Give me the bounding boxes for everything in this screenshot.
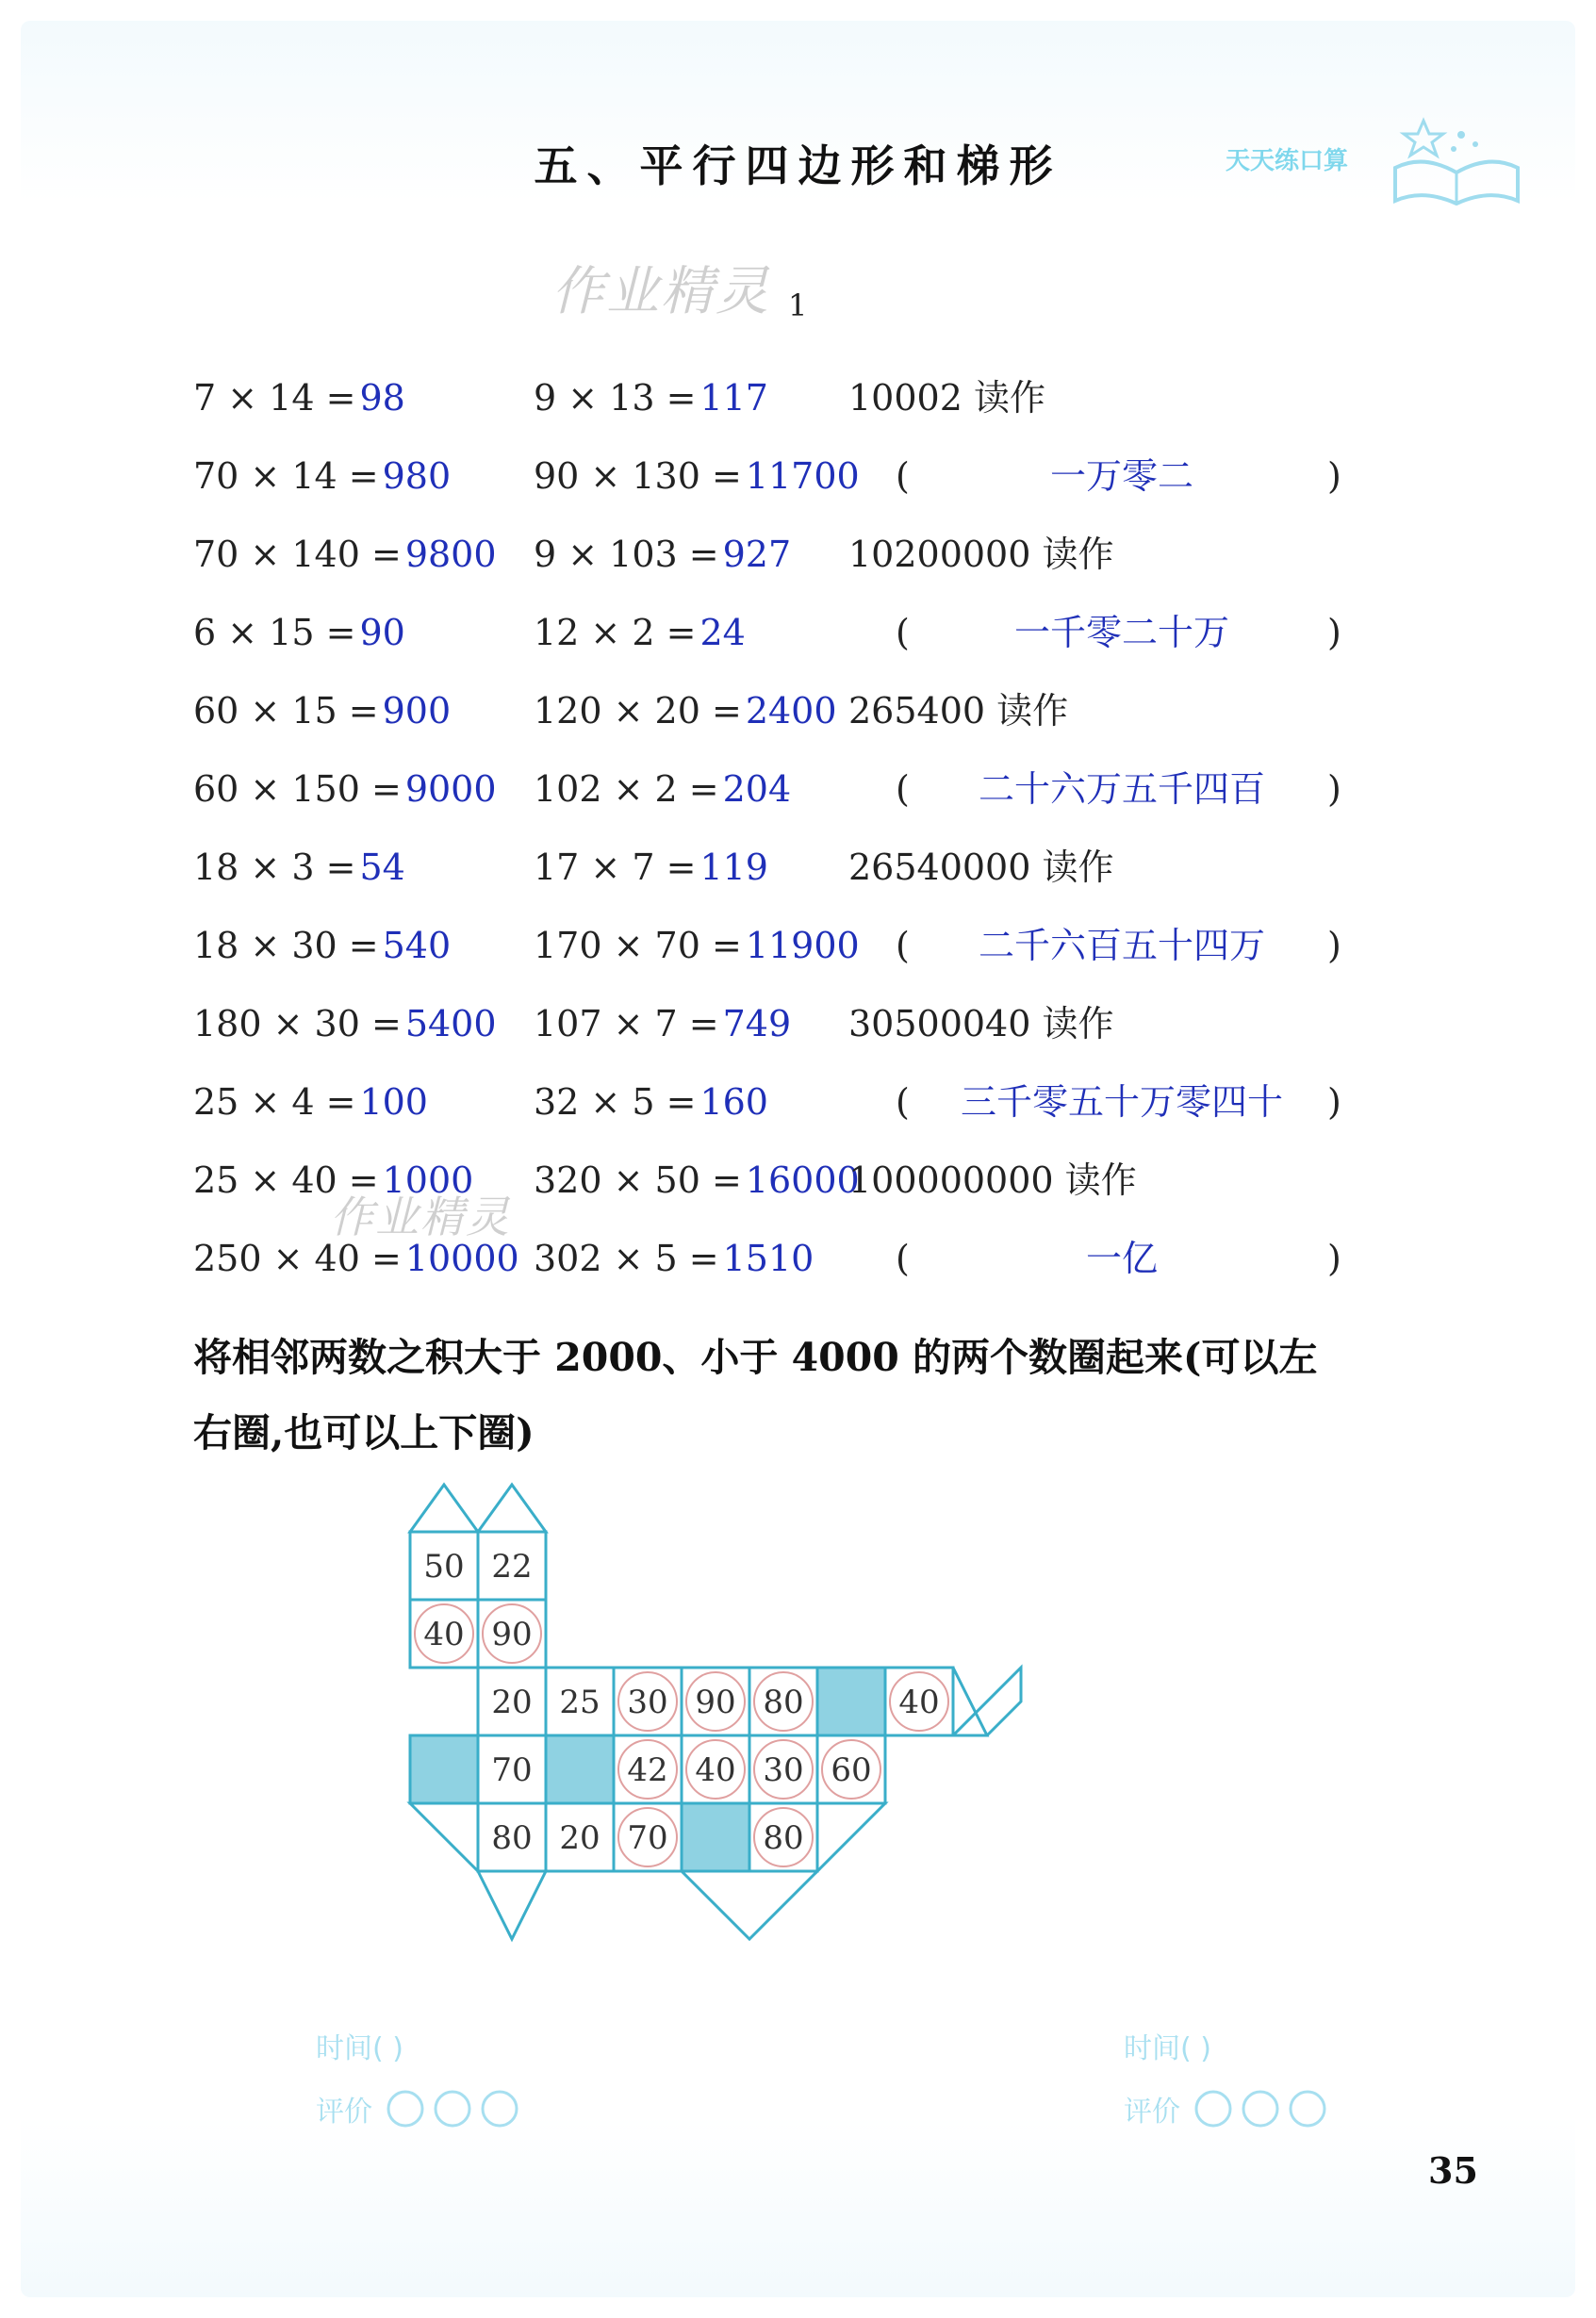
body-number: 25 (559, 1684, 601, 1721)
expr-col2: 90 × 130 = (534, 455, 742, 497)
answer-col2: 117 (699, 377, 768, 419)
reading-answer: 一亿 (1085, 1238, 1158, 1279)
footer-time-right: 时间( ) (1124, 2032, 1211, 2065)
reading-number: 10002 读作 (848, 377, 1045, 419)
fin-left (478, 1871, 546, 1939)
body-cell (410, 1735, 478, 1803)
body-number: 30 (627, 1684, 668, 1721)
expr-col1: 18 × 3 = (193, 847, 356, 888)
paren-open: ( (896, 455, 910, 497)
paren-close: ) (1327, 1081, 1341, 1123)
head-number: 22 (491, 1548, 533, 1586)
reading-number: 26540000 读作 (848, 847, 1114, 888)
reading-number: 30500040 读作 (848, 1003, 1114, 1044)
expr-col2: 17 × 7 = (534, 847, 697, 888)
exercise-row (0, 917, 1596, 974)
footer-time-left: 时间( ) (316, 2032, 403, 2065)
answer-col1: 9000 (404, 768, 497, 810)
instruction-line-2: 右圈,也可以上下圈) (193, 1410, 535, 1455)
head-number: 40 (423, 1616, 465, 1653)
expr-col1: 7 × 14 = (193, 377, 356, 419)
body-number: 60 (831, 1751, 872, 1789)
answer-col1: 100 (359, 1081, 428, 1123)
answer-col1: 90 (359, 612, 405, 653)
exercise-row (0, 1230, 1596, 1287)
body-number: 80 (491, 1819, 533, 1857)
exercise-row (0, 526, 1596, 583)
body-number: 80 (763, 1684, 804, 1721)
body-number: 20 (491, 1684, 533, 1721)
paren-open: ( (896, 1238, 910, 1279)
expr-col1: 60 × 15 = (193, 690, 379, 732)
answer-col1: 540 (382, 925, 452, 966)
paren-close: ) (1327, 1238, 1341, 1279)
footer-eval-right: 评价 (1124, 2096, 1180, 2129)
reading-answer: 三千零五十万零四十 (960, 1081, 1283, 1123)
reading-number: 265400 读作 (848, 690, 1069, 732)
answer-col1: 9800 (404, 534, 497, 575)
answer-col1: 54 (359, 847, 405, 888)
expr-col2: 12 × 2 = (534, 612, 697, 653)
reading-answer: 一万零二 (1049, 455, 1193, 497)
body-number: 70 (491, 1751, 533, 1789)
roof-right (478, 1485, 546, 1532)
instruction-line-1: 将相邻两数之积大于 2000、小于 4000 的两个数圈起来(可以左 (193, 1335, 1318, 1380)
tail-fin (953, 1668, 1021, 1735)
belly-left (410, 1803, 478, 1871)
expr-col1: 60 × 150 = (193, 768, 402, 810)
body-cell (817, 1668, 885, 1735)
expr-col2: 120 × 20 = (534, 690, 742, 732)
exercise-row (0, 839, 1596, 896)
expr-col1: 180 × 30 = (193, 1003, 402, 1044)
roof-left (410, 1485, 478, 1532)
expr-col2: 9 × 103 = (534, 534, 719, 575)
exercise-row (0, 448, 1596, 504)
body-number: 80 (763, 1819, 804, 1857)
expr-col1: 70 × 140 = (193, 534, 402, 575)
stray-mark: 1 (788, 288, 808, 323)
answer-col2: 24 (699, 612, 746, 653)
answer-col2: 927 (722, 534, 792, 575)
answer-col1: 980 (382, 455, 452, 497)
reading-answer: 一千零二十万 (1013, 612, 1229, 653)
reading-answer: 二十六万五千四百 (978, 768, 1265, 810)
body-number: 42 (627, 1751, 668, 1789)
answer-col1: 900 (382, 690, 452, 732)
paren-close: ) (1327, 768, 1341, 810)
exercise-row (0, 1152, 1596, 1208)
expr-col2: 9 × 13 = (534, 377, 697, 419)
body-number: 20 (559, 1819, 601, 1857)
answer-col1: 5400 (404, 1003, 497, 1044)
answer-col2: 119 (699, 847, 768, 888)
body-number: 70 (627, 1819, 668, 1857)
body-cell (682, 1803, 749, 1871)
expr-col1: 6 × 15 = (193, 612, 356, 653)
paren-close: ) (1327, 455, 1341, 497)
face-icons-left (382, 2085, 533, 2132)
expr-col2: 32 × 5 = (534, 1081, 697, 1123)
body-number: 40 (695, 1751, 736, 1789)
answer-col2: 11700 (745, 455, 860, 497)
whale-number-grid (405, 1475, 1169, 1965)
brand-label: 天天练口算 (1226, 147, 1349, 175)
exercise-row (0, 761, 1596, 817)
footer-eval-left: 评价 (316, 2096, 372, 2129)
exercise-row (0, 604, 1596, 661)
expr-col2: 102 × 2 = (534, 768, 719, 810)
answer-col2: 749 (722, 1003, 792, 1044)
answer-col2: 1510 (722, 1238, 814, 1279)
answer-col2: 16000 (745, 1159, 860, 1201)
paren-close: ) (1327, 925, 1341, 966)
expr-col1: 250 × 40 = (193, 1238, 402, 1279)
expr-col2: 107 × 7 = (534, 1003, 719, 1044)
face-icons-right (1190, 2085, 1341, 2132)
fin-right (682, 1871, 817, 1939)
answer-col1: 10000 (404, 1238, 519, 1279)
reading-number: 10200000 读作 (848, 534, 1114, 575)
watermark-top: 作业精灵 (551, 261, 770, 322)
book-icon (1386, 111, 1527, 205)
page-number: 35 (1428, 2149, 1478, 2192)
answer-col1: 1000 (382, 1159, 474, 1201)
answer-col1: 98 (359, 377, 405, 419)
expr-col1: 25 × 4 = (193, 1081, 356, 1123)
body-number: 30 (763, 1751, 804, 1789)
expr-col1: 70 × 14 = (193, 455, 379, 497)
expr-col2: 320 × 50 = (534, 1159, 742, 1201)
answer-col2: 204 (722, 768, 792, 810)
tail-top (953, 1668, 987, 1735)
paren-open: ( (896, 768, 910, 810)
expr-col2: 302 × 5 = (534, 1238, 719, 1279)
body-number: 40 (898, 1684, 940, 1721)
exercise-row (0, 682, 1596, 739)
expr-col1: 25 × 40 = (193, 1159, 379, 1201)
page-title: 五、平行四边形和梯形 (534, 140, 1062, 191)
paren-close: ) (1327, 612, 1341, 653)
reading-number: 100000000 读作 (848, 1159, 1137, 1201)
answer-col2: 160 (699, 1081, 768, 1123)
expr-col1: 18 × 30 = (193, 925, 379, 966)
body-number: 90 (695, 1684, 736, 1721)
expr-col2: 170 × 70 = (534, 925, 742, 966)
reading-answer: 二千六百五十四万 (978, 925, 1265, 966)
answer-col2: 2400 (745, 690, 837, 732)
body-cell (546, 1735, 614, 1803)
paren-open: ( (896, 1081, 910, 1123)
answer-col2: 11900 (745, 925, 860, 966)
head-number: 50 (423, 1548, 465, 1586)
exercise-row (0, 995, 1596, 1052)
exercise-row (0, 370, 1596, 426)
exercise-row (0, 1074, 1596, 1130)
head-number: 90 (491, 1616, 533, 1653)
paren-open: ( (896, 925, 910, 966)
belly-right (817, 1803, 885, 1871)
watermark-mid: 作业精灵 (330, 1192, 511, 1242)
paren-open: ( (896, 612, 910, 653)
